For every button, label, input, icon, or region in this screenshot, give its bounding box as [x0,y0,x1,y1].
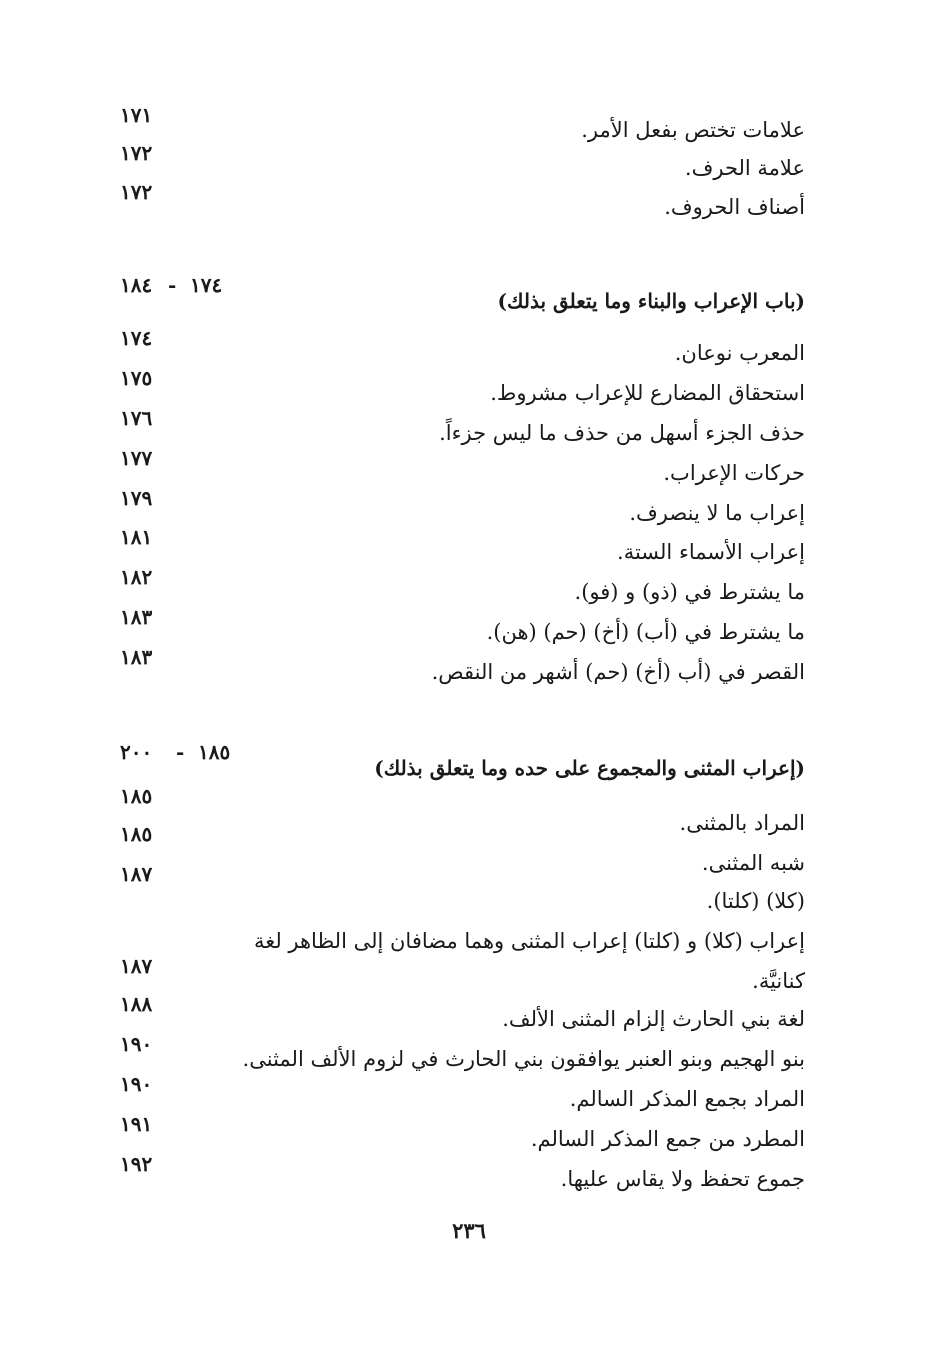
index-entry [110,1114,805,1154]
index-entry [110,143,805,183]
page-number: ٢٣٦ [452,1218,486,1243]
entry-page: ١٨٧ [120,954,153,978]
entry-title: كنانيَّة. [752,969,805,993]
entry-page: ١٩٠ [120,1072,153,1096]
entry-page: ١٧٥ [120,366,153,390]
heading-title: (باب الإعراب والبناء وما يتعلق بذلك) [497,289,805,313]
entry-title: شبه المثنى. [701,851,805,875]
entry-page: ١٨٨ [120,992,153,1016]
index-entry [110,527,805,567]
index-entry [110,647,805,687]
entry-page: ١٧٦ [120,406,153,430]
index-entry [110,105,805,145]
index-entry [110,1034,805,1074]
index-entry [110,182,805,222]
entry-title: المعرب نوعان. [674,341,805,365]
entry-title: المراد بجمع المذكر السالم. [569,1087,805,1111]
entry-page: ١٨١ [120,525,153,549]
entry-page: ١٨٥ [120,822,153,846]
index-entry [110,1154,805,1194]
entry-page: ١٧٢ [120,180,153,204]
entry-page: ١٨٣ [120,605,153,629]
entry-page: ١٨٣ [120,645,153,669]
entry-page: ١٨٧ [120,862,153,886]
entry-title: إعراب (كلا) و (كلتا) إعراب المثنى وهما مضافان إلى الظاهر لغة [253,929,805,953]
entry-page: ١٨٢ [120,565,153,589]
index-entry [110,916,805,956]
entry-page: ١٩٢ [120,1152,153,1176]
index-entry [110,328,805,368]
range-start: ١٨٥ [198,740,231,764]
entry-title: أصناف الحروف. [664,195,805,219]
entry-title: حذف الجزء أسهل من حذف ما ليس جزءاً. [439,421,805,445]
entry-page: ١٩١ [120,1112,153,1136]
index-entry [110,567,805,607]
range-end: ٢٠٠ [120,740,153,764]
entry-page: ١٧٤ [120,326,153,350]
entry-page: ١٧٩ [120,486,153,510]
entry-page: ١٨٥ [120,784,153,808]
index-entry [110,488,805,528]
entry-title: (كلا) (كلتا). [706,889,805,913]
entry-page: ١٧٢ [120,141,153,165]
entry-title: جموع تحفظ ولا يقاس عليها. [560,1167,805,1191]
entry-page: ١٧٧ [120,446,153,470]
section-heading: ١٨٤ - ١٧٤ (باب الإعراب والبناء وما يتعلق بذلك) [120,273,805,313]
index-entry [110,607,805,647]
index-entry [110,448,805,488]
entry-page: ١٩٠ [120,1032,153,1056]
entry-title: إعراب الأسماء الستة. [617,540,805,564]
index-entry [110,956,805,996]
entry-title: لغة بني الحارث إلزام المثنى الألف. [502,1007,805,1031]
entry-title: إعراب ما لا ينصرف. [629,501,805,525]
entry-title: حركات الإعراب. [663,461,805,485]
entry-title: ما يشترط في (أب) (أخ) (حم) (هن). [486,620,805,644]
entry-title: ما يشترط في (ذو) و (فو). [574,580,805,604]
entry-title: المطرد من جمع المذكر السالم. [530,1127,805,1151]
index-entry [110,1074,805,1114]
entry-title: استحقاق المضارع للإعراب مشروط. [490,381,805,405]
index-entry [110,368,805,408]
heading-title: (إعراب المثنى والمجموع على حده وما يتعلق بذلك) [374,756,805,780]
section-heading: ٢٠٠ - ١٨٥ (إعراب المثنى والمجموع على حده وما يتعلق بذلك) [120,740,805,780]
range-start: ١٧٤ [190,273,223,297]
entry-title: المراد بالمثنى. [679,811,805,835]
entry-title: القصر في (أب (أخ) (حم) أشهر من النقص. [431,660,805,684]
entry-page: ١٧١ [120,103,153,127]
index-entry [110,876,805,916]
index-entry [110,408,805,448]
entry-title: علامات تختص بفعل الأمر. [581,118,805,142]
index-entry [110,994,805,1034]
range-end: ١٨٤ [120,273,153,297]
entry-title: علامة الحرف. [684,156,805,180]
entry-title: بنو الهجيم وبنو العنبر يوافقون بني الحارث في لزوم الألف المثنى. [242,1047,805,1071]
